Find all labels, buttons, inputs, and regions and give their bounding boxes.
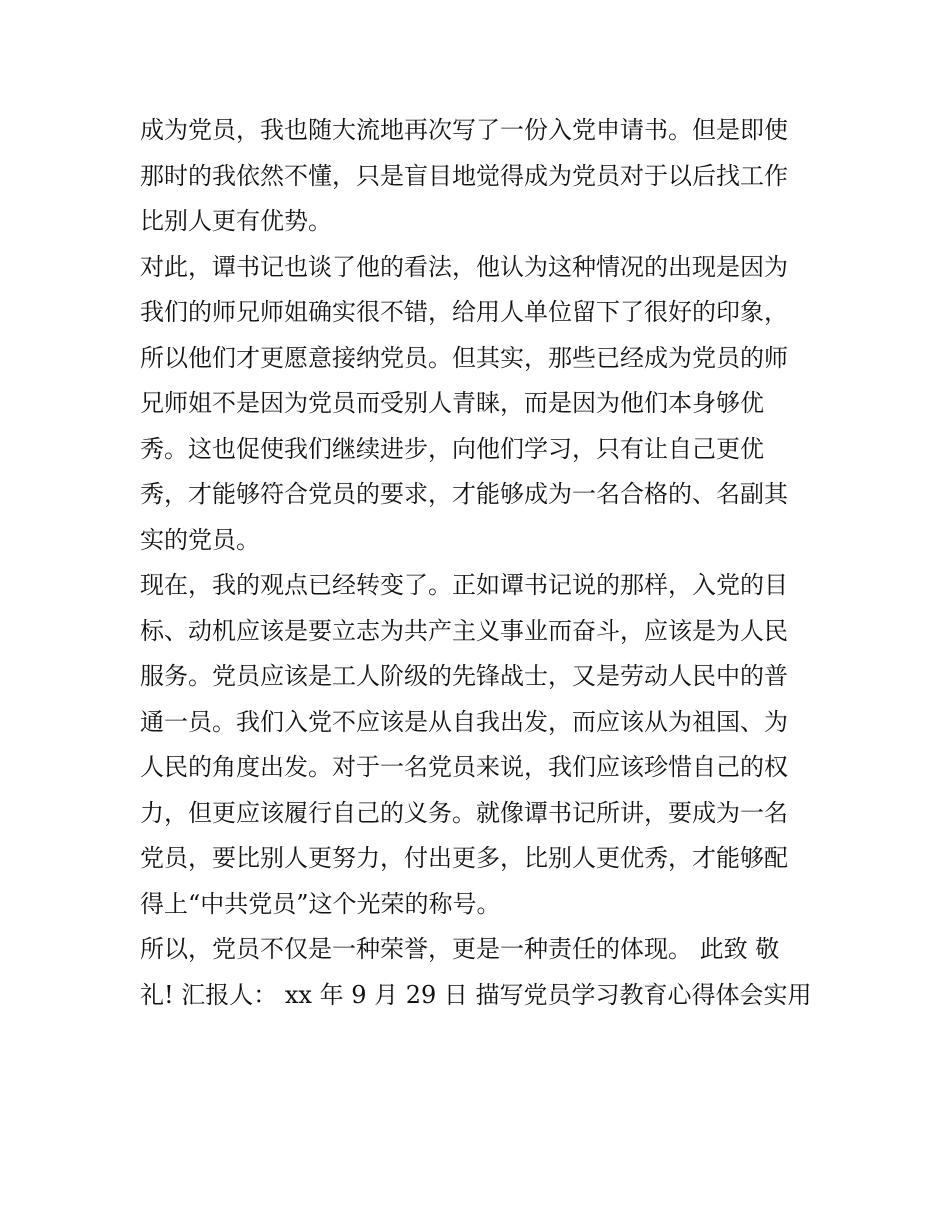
text-line: 人民的角度出发。对于一名党员来说，我们应该珍惜自己的权 (140, 753, 788, 781)
text-line: 那时的我依然不懂，只是盲目地觉得成为党员对于以后找工作 (140, 161, 788, 190)
text-line: 成为党员，我也随大流地再次写了一份入党申请书。但是即使 (140, 116, 788, 144)
text-line: 实的党员。 (140, 525, 260, 554)
text-line: 比别人更有优势。 (140, 207, 332, 235)
text-line: 对此，谭书记也谈了他的看法，他认为这种情况的出现是因为 (140, 252, 788, 281)
text-line: 服务。党员应该是工人阶级的先锋战士，又是劳动人民中的普 (140, 662, 788, 690)
text-line: 标、动机应该是要立志为共产主义事业而奋斗，应该是为人民 (140, 616, 788, 645)
text-line: 礼! 汇报人： xx 年 9 月 29 日 描写党员学习教育心得体会实用 (140, 980, 812, 1009)
text-line: 力，但更应该履行自己的义务。就像谭书记所讲，要成为一名 (140, 798, 788, 827)
text-line: 兄师姐不是因为党员而受别人青睐，而是因为他们本身够优 (140, 389, 764, 417)
text-line: 秀，才能够符合党员的要求，才能够成为一名合格的、名副其 (140, 480, 788, 508)
text-line: 得上“中共党员”这个光荣的称号。 (140, 889, 501, 918)
text-line: 现在，我的观点已经转变了。正如谭书记说的那样，入党的目 (140, 571, 788, 599)
text-line: 通一员。我们入党不应该是从自我出发，而应该从为祖国、为 (140, 707, 788, 736)
text-line: 秀。这也促使我们继续进步，向他们学习，只有让自己更优 (140, 434, 764, 463)
text-line: 所以，党员不仅是一种荣誉，更是一种责任的体现。 此致 敬 (140, 935, 780, 963)
text-line: 党员，要比别人更努力，付出更多，比别人更优秀，才能够配 (140, 844, 788, 872)
text-line: 所以他们才更愿意接纳党员。但其实，那些已经成为党员的师 (140, 343, 788, 372)
text-line: 我们的师兄师姐确实很不错，给用人单位留下了很好的印象， (140, 298, 788, 326)
document-body (140, 108, 820, 1018)
